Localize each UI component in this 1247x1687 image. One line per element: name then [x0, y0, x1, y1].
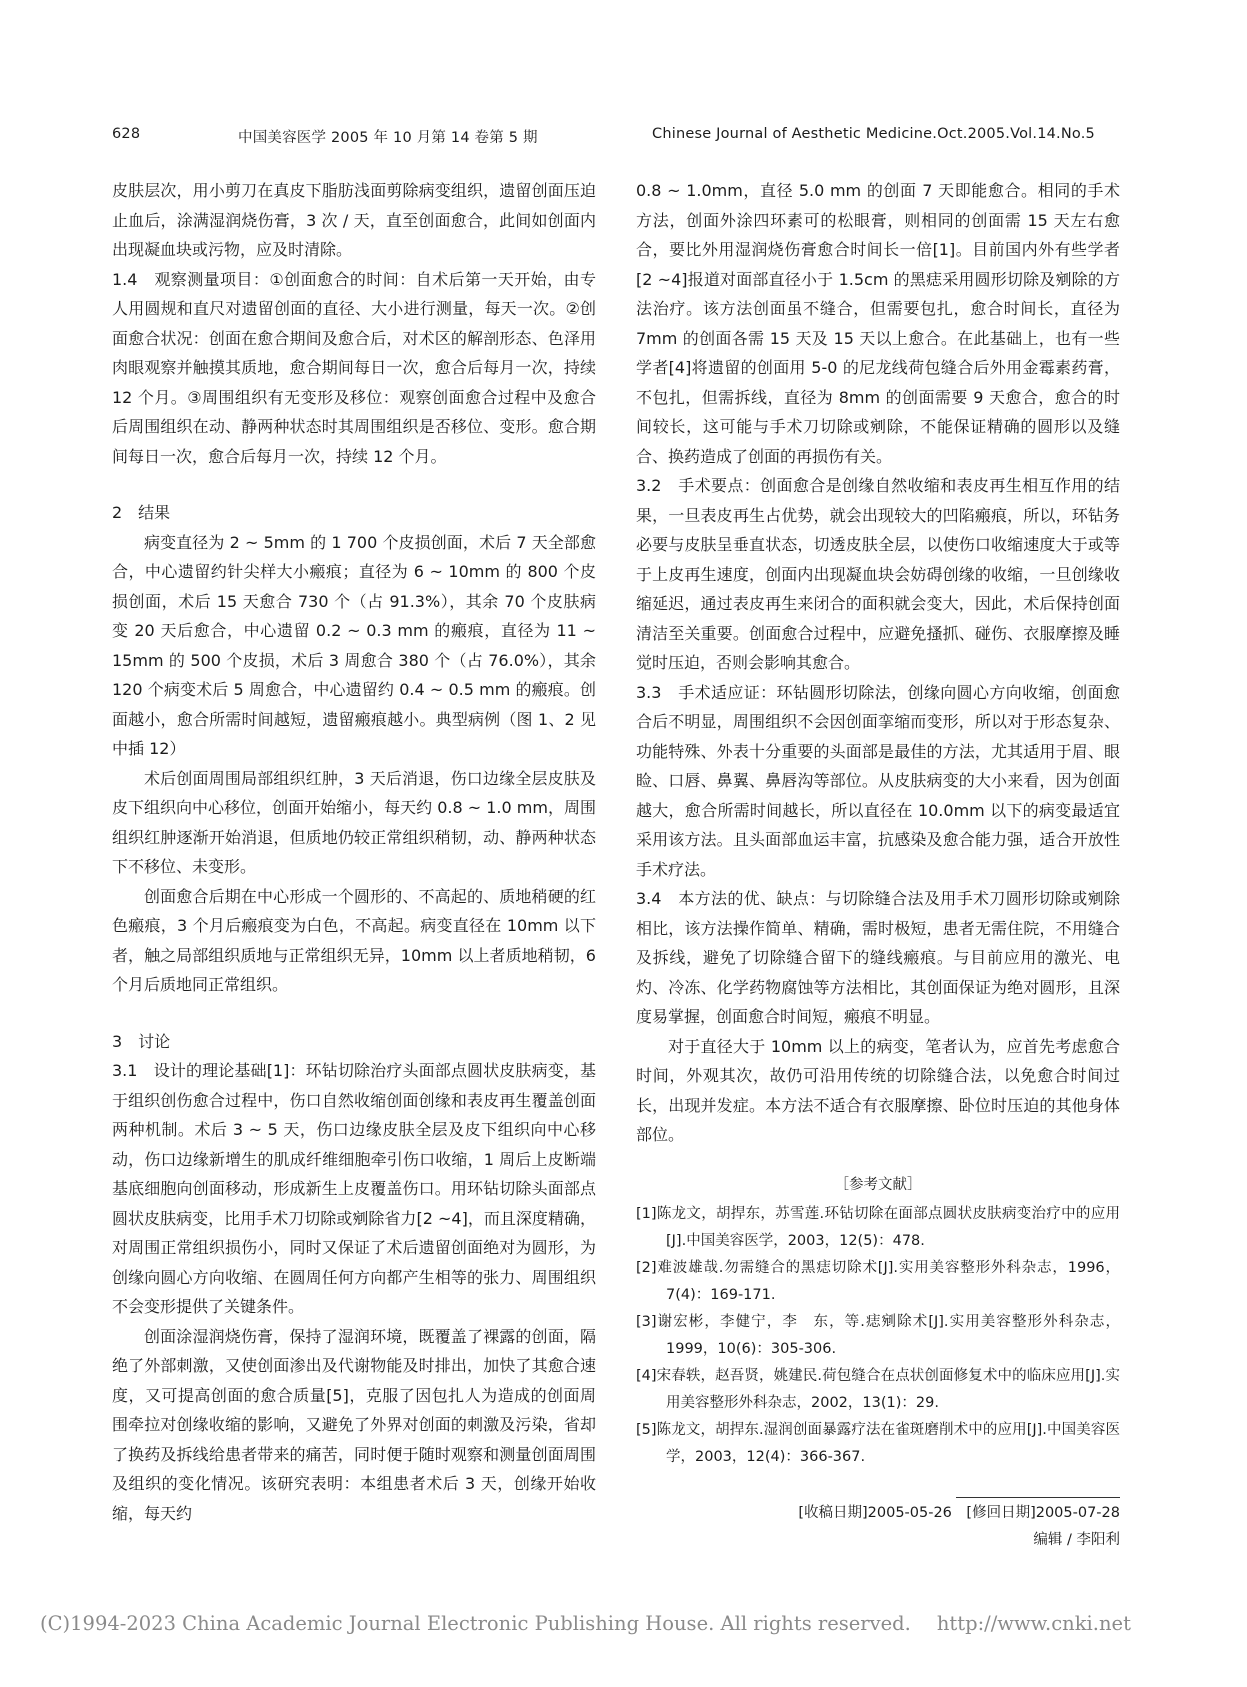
- left-column: [112, 176, 596, 1528]
- section-heading-results: 2 结果: [112, 503, 171, 522]
- paragraph: 创面愈合后期在中心形成一个圆形的、不高起的、质地稍硬的红色瘢痕，3 个月后瘢痕变为白色，不高起。病变直径在 10mm 以下者，触之局部组织质地与正常组织无异，10mm 以上者质地稍韧，6 个月后质地同正常组织。: [112, 886, 596, 994]
- journal-title-cn: 中国美容医学 2005 年 10 月第 14 卷第 5 期: [238, 130, 538, 146]
- journal-title-en: Chinese Journal of Aesthetic Medicine.Oct.2005.Vol.14.No.5: [652, 126, 1095, 142]
- reference-item: [5]陈龙文，胡捍东.湿润创面暴露疗法在雀斑磨削术中的应用[J].中国美容医学，2003，12(4)：366-367.: [636, 1421, 1120, 1465]
- paragraph: 0.8 ~ 1.0mm，直径 5.0 mm 的创面 7 天即能愈合。相同的手术方法，创面外涂四环素可的松眼膏，则相同的创面需 15 天左右愈合，要比外用湿润烧伤膏愈合时间长一倍[1]。目前国内外有些学者[2 ~4]报道对面部直径小于 1.5cm 的黑痣采用圆形切除及剜除的方法治疗。该方法创面虽不缝合，但需要包扎，愈合时间长，直径为 7mm 的创面各需 15 天及 15 天以上愈合。在此基础上，也有一些学者[4]将遗留的创面用 5-0 的尼龙线荷包缝合后外用金霉素药膏，不包扎，但需拆线，直径为 8mm 的创面需要 9 天愈合，愈合的时间较长，这可能与手术刀切除或剜除，不能保证精确的圆形以及缝合、换药造成了创面的再损伤有关。: [636, 181, 1120, 466]
- paragraph-indications: 3.3 手术适应证：环钻圆形切除法，创缘向圆心方向收缩，创面愈合后不明显，周围组织不会因创面挛缩而变形，所以对于形态复杂、功能特殊、外表十分重要的头面部是最佳的方法，尤其适用于眉、眼睑、口唇、鼻翼、鼻唇沟等部位。从皮肤病变的大小来看，因为创面越大，愈合所需时间越长，所以直径在 10.0mm 以下的病变最适宜采用该方法。且头面部血运丰富，抗感染及愈合能力强，适合开放性手术疗法。: [636, 682, 1120, 879]
- paragraph-theory: 3.1 设计的理论基础[1]：环钻切除治疗头面部点圆状皮肤病变，基于组织创伤愈合过程中，伤口自然收缩创面创缘和表皮再生覆盖创面两种机制。术后 3 ~ 5 天，伤口边缘皮肤全层及皮下组织向中心移动，伤口边缘新增生的肌成纤维细胞牵引伤口收缩，1 周后上皮断端基底细胞向创面移动，形成新生上皮覆盖伤口。用环钻切除头面部点圆状皮肤病变，比用手术刀切除或剜除省力[2 ~4]，而且深度精确，对周围正常组织损伤小，同时又保证了术后遗留创面绝对为圆形，为创缘向圆心方向收缩、在圆周任何方向都产生相等的张力、周围组织不会变形提供了关键条件。: [112, 1061, 596, 1316]
- paragraph: 皮肤层次，用小剪刀在真皮下脂肪浅面剪除病变组织，遗留创面压迫止血后，涂满湿润烧伤膏，3 次 / 天，直至创面愈合，此间如创面内出现凝血块或污物，应及时清除。: [112, 181, 596, 259]
- references: [636, 1172, 1120, 1471]
- paragraph: 术后创面周围局部组织红肿，3 天后消退，伤口边缘全层皮肤及皮下组织向中心移位，创面开始缩小，每天约 0.8 ~ 1.0 mm，周围组织红肿逐渐开始消退，但质地仍较正常组织稍韧，动、静两种状态下不移位、未变形。: [112, 768, 596, 876]
- divider: [956, 1497, 1120, 1498]
- paragraph: 病变直径为 2 ~ 5mm 的 1 700 个皮损创面，术后 7 天全部愈合，中心遗留约针尖样大小瘢痕；直径为 6 ~ 10mm 的 800 个皮损创面，术后 15 天愈合 730 个（占 91.3%），其余 70 个皮肤病变 20 天后愈合，中心遗留 0.2 ~ 0.3 mm 的瘢痕，直径为 11 ~ 15mm 的 500 个皮损，术后 3 周愈合 380 个（占 76.0%），其余 120 个病变术后 5 周愈合，中心遗留约 0.4 ~ 0.5 mm 的瘢痕。创面越小，愈合所需时间越短，遗留瘢痕越小。典型病例（图 1、2 见中插 12）: [112, 532, 596, 758]
- paragraph: 创面涂湿润烧伤膏，保持了湿润环境，既覆盖了裸露的创面，隔绝了外部刺激，又使创面渗出及代谢物能及时排出，加快了其愈合速度，又可提高创面的愈合质量[5]，克服了因包扎人为造成的创面周围牵拉对创缘收缩的影响，又避免了外界对创面的刺激及污染，省却了换药及拆线给患者带来的痛苦，同时便于随时观察和测量创面周围及组织的变化情况。该研究表明：本组患者术后 3 天，创缘开始收缩，每天约: [112, 1326, 596, 1523]
- reference-item: [4]宋春轶，赵吾贤，姚建民.荷包缝合在点状创面修复术中的临床应用[J].实用美容整形外科杂志，2002，13(1)：29.: [636, 1367, 1120, 1411]
- right-column: [636, 176, 1120, 1554]
- reference-item: [2]难波雄哉.勿需缝合的黑痣切除术[J].实用美容整形外科杂志，1996，7(4)：169-171.: [636, 1259, 1120, 1303]
- section-heading-discussion: 3 讨论: [112, 1031, 171, 1051]
- editor-credit: 编辑 / 李阳利: [1033, 1531, 1120, 1548]
- reference-item: [1]陈龙文，胡捍东，苏雪莲.环钻切除在面部点圆状皮肤病变治疗中的应用[J].中国美容医学，2003，12(5)：478.: [636, 1205, 1120, 1249]
- paragraph-surgical-points: 3.2 手术要点：创面愈合是创缘自然收缩和表皮再生相互作用的结果，一旦表皮再生占优势，就会出现较大的凹陷瘢痕，所以，环钻务必要与皮肤呈垂直状态，切透皮肤全层，以使伤口收缩速度大于或等于上皮再生速度，创面内出现凝血块会妨碍创缘的收缩，一旦创缘收缩延迟，通过表皮再生来闭合的面积就会变大，因此，术后保持创面清洁至关重要。创面愈合过程中，应避免搔抓、碰伤、衣服摩擦及睡觉时压迫，否则会影响其愈合。: [636, 476, 1120, 672]
- cnki-url: http://www.cnki.net: [936, 1612, 1131, 1635]
- paragraph-pros-cons: 3.4 本方法的优、缺点：与切除缝合法及用手术刀圆形切除或剜除相比，该方法操作简单、精确，需时极短，患者无需住院，不用缝合及拆线，避免了切除缝合留下的缝线瘢痕。与目前应用的激光、电灼、冷冻、化学药物腐蚀等方法相比，其创面保证为绝对圆形，且深度易掌握，创面愈合时间短，瘢痕不明显。: [636, 889, 1120, 1026]
- received-revised-dates: [收稿日期]2005-05-26 [修回日期]2005-07-28: [798, 1504, 1120, 1521]
- paragraph-observation-items: 1.4 观察测量项目：①创面愈合的时间：自术后第一天开始，由专人用圆规和直尺对遗留创面的直径、大小进行测量，每天一次。②创面愈合状况：创面在愈合期间及愈合后，对术区的解剖形态、色泽用肉眼观察并触摸其质地，愈合期间每日一次，愈合后每月一次，持续 12 个月。③周围组织有无变形及移位：观察创面愈合过程中及愈合后周围组织在动、静两种状态时其周围组织是否移位、变形。愈合期间每日一次，愈合后每月一次，持续 12 个月。: [112, 269, 596, 466]
- copyright-text: (C)1994-2023 China Academic Journal Electronic Publishing House. All rights reserved.: [40, 1612, 911, 1635]
- page-number: 628: [112, 126, 141, 142]
- reference-item: [3]谢宏彬，李健宁，李 东，等.痣剜除术[J].实用美容整形外科杂志，1999，10(6)：305-306.: [636, 1313, 1120, 1357]
- references-title: ［参考文献］: [834, 1176, 922, 1193]
- paragraph: 对于直径大于 10mm 以上的病变，笔者认为，应首先考虑愈合时间，外观其次，故仍可沿用传统的切除缝合法，以免愈合时间过长，出现并发症。本方法不适合有衣服摩擦、卧位时压迫的其他身体部位。: [636, 1036, 1120, 1144]
- copyright-footer: [40, 1612, 1131, 1635]
